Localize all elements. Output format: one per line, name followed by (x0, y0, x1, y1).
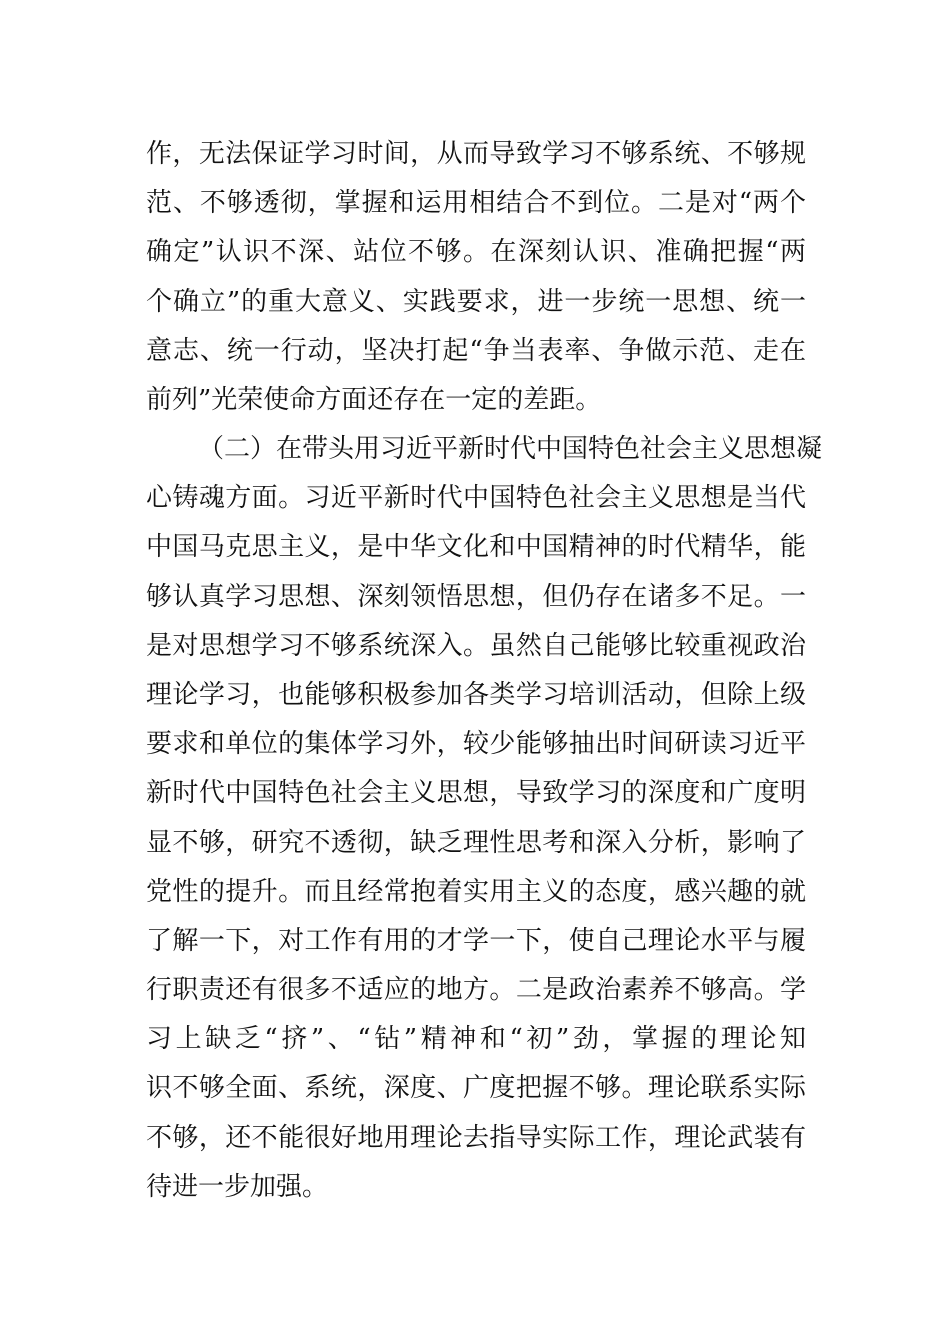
paragraph-line: 行职责还有很多不适应的地方。二是政治素养不够高。学 (146, 975, 806, 1006)
paragraph-line: 心铸魂方面。习近平新时代中国特色社会主义思想是当代 (146, 483, 806, 514)
paragraph-line: 习上缺乏“挤”、“钻”精神和“初”劲，掌握的理论知 (146, 1024, 806, 1055)
paragraph-line: 够认真学习思想、深刻领悟思想，但仍存在诸多不足。一 (146, 581, 806, 612)
paragraph-line: 识不够全面、系统，深度、广度把握不够。理论联系实际 (146, 1073, 806, 1104)
paragraph-section-two (146, 425, 823, 1212)
paragraph-line: 前列”光荣使命方面还存在一定的差距。 (146, 384, 602, 415)
paragraph-continuation (146, 130, 806, 425)
paragraph-line: 了解一下，对工作有用的才学一下，使自己理论水平与履 (146, 925, 806, 956)
paragraph-line: 范、不够透彻，掌握和运用相结合不到位。二是对“两个 (146, 188, 806, 219)
paragraph-line: 作，无法保证学习时间，从而导致学习不够系统、不够规 (146, 139, 806, 169)
paragraph-line: 个确立”的重大意义、实践要求，进一步统一思想、统一 (146, 286, 806, 317)
paragraph-line: 待进一步加强。 (146, 1171, 329, 1202)
paragraph-line: 显不够，研究不透彻，缺乏理性思考和深入分析，影响了 (146, 827, 806, 858)
paragraph-line: 新时代中国特色社会主义思想，导致学习的深度和广度明 (146, 778, 806, 809)
paragraph-line: 确定”认识不深、站位不够。在深刻认识、准确把握“两 (146, 237, 806, 268)
paragraph-line: 要求和单位的集体学习外，较少能够抽出时间研读习近平 (146, 729, 806, 760)
section-heading-line: （二）在带头用习近平新时代中国特色社会主义思想凝 (198, 434, 823, 464)
paragraph-line: 中国马克思主义，是中华文化和中国精神的时代精华，能 (146, 532, 806, 563)
paragraph-line: 不够，还不能很好地用理论去指导实际工作，理论武装有 (146, 1122, 806, 1153)
paragraph-line: 理论学习，也能够积极参加各类学习培训活动，但除上级 (146, 679, 806, 710)
paragraph-line: 意志、统一行动，坚决打起“争当表率、争做示范、走在 (146, 335, 806, 366)
paragraph-line: 是对思想学习不够系统深入。虽然自己能够比较重视政治 (146, 630, 806, 661)
paragraph-line: 党性的提升。而且经常抱着实用主义的态度，感兴趣的就 (146, 876, 806, 907)
